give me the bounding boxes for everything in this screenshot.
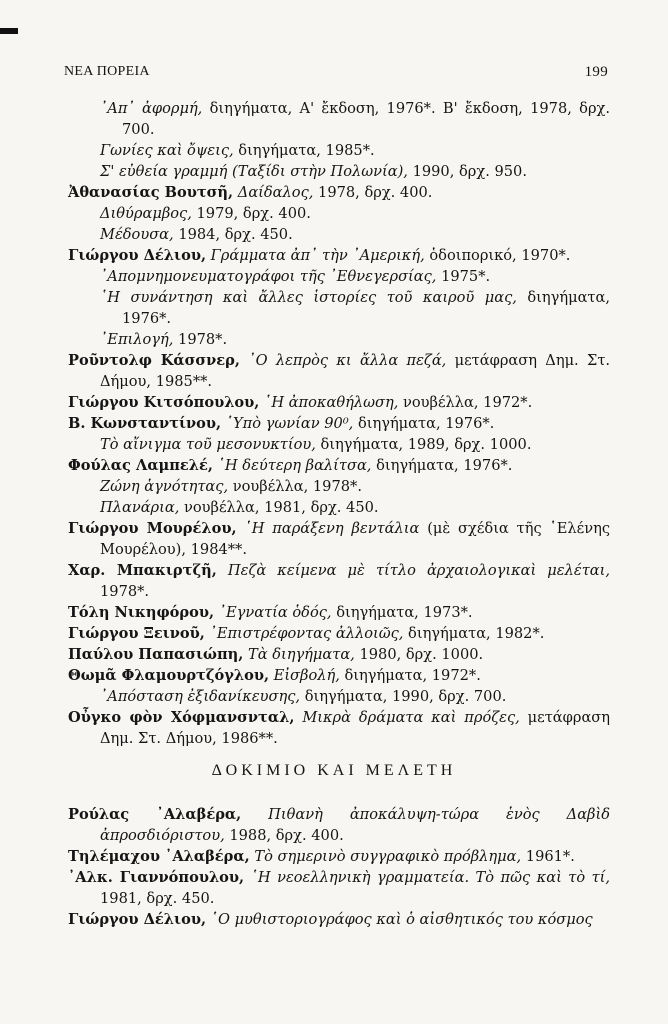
entry-details: διηγήματα, 1985*. bbox=[233, 142, 375, 159]
bibliography-entry bbox=[68, 665, 610, 686]
entry-details: 1990, δρχ. 950. bbox=[407, 163, 527, 180]
bibliography-entry bbox=[68, 287, 610, 329]
entry-author: ᾿Αλκ. Γιαννόπουλου, bbox=[68, 869, 245, 886]
bibliography-entry bbox=[68, 644, 610, 665]
entry-details: διηγήματα, 1972*. bbox=[339, 667, 481, 684]
entry-title: Σ' εὐθεία γραμμή (Ταξίδι στὴν Πολωνία), bbox=[100, 163, 408, 180]
bibliography-entry bbox=[68, 804, 610, 846]
entry-title: ᾿Εγνατία ὁδός, bbox=[218, 604, 332, 621]
bibliography-entry bbox=[68, 686, 610, 707]
entry-details: 1975*. bbox=[436, 268, 491, 285]
bibliography-entry bbox=[68, 497, 610, 518]
entry-title: ᾿Ο λεπρὸς κι ἄλλα πεζά, bbox=[248, 352, 447, 369]
entry-details: 1981, δρχ. 450. bbox=[100, 890, 215, 907]
scan-edge-mark bbox=[0, 28, 18, 34]
bibliography-entry bbox=[68, 846, 610, 867]
entry-author: Γιώργου Ξεινοῦ, bbox=[68, 625, 205, 642]
bibliography-entry bbox=[68, 518, 610, 560]
entry-author: Παύλου Παπασιώπη, bbox=[68, 646, 244, 663]
bibliography-entry bbox=[68, 182, 610, 203]
entry-title: ῾Η δεύτερη βαλίτσα, bbox=[217, 457, 372, 474]
bibliography-list-essays bbox=[68, 804, 610, 930]
entry-title: ῾Η παράξενη βεντάλια bbox=[244, 520, 420, 537]
entry-details: 1978, δρχ. 400. bbox=[313, 184, 433, 201]
bibliography-list-fiction bbox=[68, 98, 610, 749]
entry-details: διηγήματα, 1973*. bbox=[331, 604, 473, 621]
bibliography-entry bbox=[68, 350, 610, 392]
bibliography-entry bbox=[68, 623, 610, 644]
entry-author: Χαρ. Μπακιρτζῆ, bbox=[68, 562, 217, 579]
entry-title: Τὸ αἴνιγμα τοῦ μεσονυκτίου, bbox=[100, 436, 316, 453]
entry-details: διηγήματα, 1982*. bbox=[403, 625, 545, 642]
entry-author: Γιώργου Μουρέλου, bbox=[68, 520, 237, 537]
entry-details: ὁδοιπορικό, 1970*. bbox=[424, 247, 571, 264]
entry-title: Ζώνη ἁγνότητας, bbox=[100, 478, 229, 495]
entry-author: Φούλας Λαμπελέ, bbox=[68, 457, 213, 474]
entry-details: 1979, δρχ. 400. bbox=[191, 205, 311, 222]
bibliography-entry bbox=[68, 707, 610, 749]
entry-author: Ροῦντολφ Κάσσνερ, bbox=[68, 352, 240, 369]
entry-details: 1961*. bbox=[521, 848, 575, 865]
bibliography-entry bbox=[68, 455, 610, 476]
entry-title: Πλανάρια, bbox=[100, 499, 180, 516]
entry-title: Δαίδαλος, bbox=[237, 184, 314, 201]
entry-title: ᾿Απομνημονευματογράφοι τῆς ᾿Εθνεγερσίας, bbox=[100, 268, 437, 285]
entry-details: (μὲ σχέδια τῆς ῾Ελένης Μουρέλου), 1984**. bbox=[100, 520, 610, 558]
bibliography-entry bbox=[68, 602, 610, 623]
entry-title: Τὸ σημερινὸ συγγραφικὸ πρόβλημα, bbox=[254, 848, 522, 865]
entry-author: Τηλέμαχου ᾿Αλαβέρα, bbox=[68, 848, 250, 865]
entry-details: μετάφραση Δημ. Στ. Δήμου, 1986**. bbox=[100, 709, 611, 747]
entry-details: 1978*. bbox=[173, 331, 228, 348]
entry-title: Γωνίες καὶ ὄψεις, bbox=[100, 142, 234, 159]
bibliography-entry bbox=[68, 476, 610, 497]
entry-author: Τόλη Νικηφόρου, bbox=[68, 604, 215, 621]
entry-author: Β. Κωνσταντίνου, bbox=[68, 415, 222, 432]
section-title: ΔΟΚΙΜΙΟ ΚΑΙ ΜΕΛΕΤΗ bbox=[211, 762, 457, 779]
entry-title: Εἰσβολή, bbox=[273, 667, 340, 684]
entry-author: Γιώργου Δέλιου, bbox=[68, 911, 207, 928]
entry-details: 1980, δρχ. 1000. bbox=[354, 646, 484, 663]
bibliography-entry bbox=[68, 329, 610, 350]
bibliography-entry bbox=[68, 867, 610, 909]
bibliography-entry bbox=[68, 98, 610, 140]
entry-title: Πεζὰ κείμενα μὲ τίτλο ἀρχαιολογικαὶ μελέται, bbox=[227, 562, 610, 579]
entry-details: μετάφραση Δημ. Στ. Δήμου, 1985**. bbox=[100, 352, 611, 390]
entry-title: Τὰ διηγήματα, bbox=[247, 646, 355, 663]
entry-title: ῾Υπὸ γωνίαν 90⁰, bbox=[225, 415, 354, 432]
bibliography-entry bbox=[68, 560, 610, 602]
entry-title: ῾Η συνάντηση καὶ ἄλλες ἱστορίες τοῦ καιροῦ μας, bbox=[100, 289, 517, 306]
entry-title: ῾Η νεοελληνικὴ γραμματεία. Τὸ πῶς καὶ τὸ τί, bbox=[250, 869, 610, 886]
entry-title: Γράμματα ἀπ᾿ τὴν ᾿Αμερική, bbox=[210, 247, 425, 264]
entry-details: 1988, δρχ. 400. bbox=[224, 827, 344, 844]
entry-details: νουβέλλα, 1972*. bbox=[398, 394, 533, 411]
bibliography-entry bbox=[68, 392, 610, 413]
entry-details: διηγήματα, 1976*. bbox=[371, 457, 513, 474]
entry-details: νουβέλλα, 1978*. bbox=[228, 478, 362, 495]
entry-author: Γιώργου Κιτσόπουλου, bbox=[68, 394, 260, 411]
entry-author: Θωμᾶ Φλαμουρτζόγλου, bbox=[68, 667, 270, 684]
entry-title: ῾Ο μυθιστοριογράφος καὶ ὁ αἰσθητικός του κόσμος bbox=[210, 911, 593, 928]
entry-title: ᾿Επιστρέφοντας ἀλλοιῶς, bbox=[209, 625, 404, 642]
bibliography-entry bbox=[68, 413, 610, 434]
entry-details: διηγήματα, 1989, δρχ. 1000. bbox=[315, 436, 532, 453]
bibliography-entry bbox=[68, 245, 610, 266]
entry-details: διηγήματα, 1990, δρχ. 700. bbox=[300, 688, 507, 705]
bibliography-entry bbox=[68, 140, 610, 161]
entry-title: Μικρὰ δράματα καὶ πρόζες, bbox=[302, 709, 520, 726]
bibliography-entry bbox=[68, 224, 610, 245]
entry-author: Ἀθανασίας Βουτσῆ, bbox=[68, 184, 234, 201]
entry-details: διηγήματα, 1976*. bbox=[122, 289, 611, 327]
entry-title: Πιθανὴ ἀποκάλυψη-τώρα ἑνὸς Δαβὶδ ἀπροσδιόριστου, bbox=[100, 806, 610, 844]
page-header bbox=[64, 64, 608, 81]
entry-details: 1984, δρχ. 450. bbox=[173, 226, 293, 243]
entry-author: Οὖγκο φὸν Χόφμανσνταλ, bbox=[68, 709, 295, 726]
page-number: 199 bbox=[584, 64, 608, 80]
entry-details: διηγήματα, Α' ἔκδοση, 1976*. Β' ἔκδοση, 1978, δρχ. 700. bbox=[122, 100, 611, 138]
entry-title: ᾿Απ᾿ ἀφορμή, bbox=[100, 100, 203, 117]
running-title: ΝΕΑ ΠΟΡΕΙΑ bbox=[64, 64, 150, 79]
bibliography-entry bbox=[68, 203, 610, 224]
bibliography-entry bbox=[68, 161, 610, 182]
entry-author: Ρούλας ᾿Αλαβέρα, bbox=[68, 806, 242, 823]
entry-title: ᾿Επιλογή, bbox=[100, 331, 174, 348]
entry-details: διηγήματα, 1976*. bbox=[353, 415, 495, 432]
bibliography-entry bbox=[68, 266, 610, 287]
entry-details: νουβέλλα, 1981, δρχ. 450. bbox=[179, 499, 379, 516]
bibliography-entry bbox=[68, 434, 610, 455]
entry-title: ᾿Απόσταση ἐξιδανίκευσης, bbox=[100, 688, 301, 705]
entry-title: ῾Η ἀποκαθήλωση, bbox=[264, 394, 399, 411]
bibliography-entry bbox=[68, 909, 610, 930]
entry-title: Μέδουσα, bbox=[100, 226, 174, 243]
entry-author: Γιώργου Δέλιου, bbox=[68, 247, 207, 264]
entry-title: Διθύραμβος, bbox=[100, 205, 192, 222]
entry-details: 1978*. bbox=[100, 583, 150, 600]
